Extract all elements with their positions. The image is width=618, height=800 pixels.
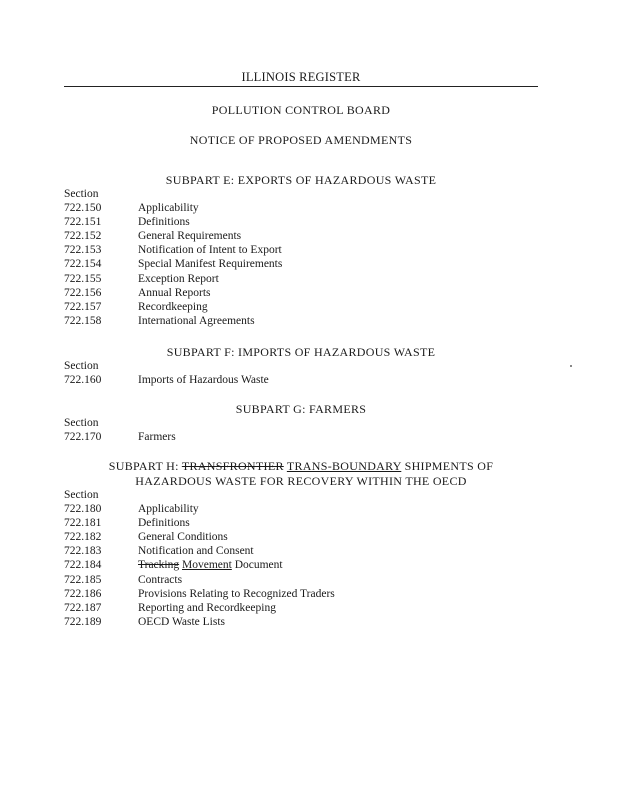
section-number: 722.182 <box>64 531 102 543</box>
section-number: 722.150 <box>64 202 102 214</box>
section-row <box>64 301 208 313</box>
section-number: 722.189 <box>64 616 102 628</box>
section-row <box>64 503 199 515</box>
section-title: Imports of Hazardous Waste <box>138 374 269 386</box>
section-label: Section <box>64 360 99 372</box>
section-title: Applicability <box>138 503 199 515</box>
section-title: General Requirements <box>138 230 242 242</box>
section-row <box>64 431 176 443</box>
section-row <box>64 202 199 214</box>
header-rule <box>64 86 538 87</box>
section-row <box>64 230 241 242</box>
subpart-e-title: SUBPART E: EXPORTS OF HAZARDOUS WASTE <box>165 173 437 187</box>
section-row <box>64 216 190 228</box>
inserted-text: Movement <box>181 559 232 571</box>
section-title: Provisions Relating to Recognized Traders <box>138 588 335 600</box>
section-title: Reporting and Recordkeeping <box>138 602 276 614</box>
section-number: 722.186 <box>64 588 102 600</box>
section-label: Section <box>64 489 99 501</box>
section-label: Section <box>64 188 99 200</box>
subpart-h-title-line2: HAZARDOUS WASTE FOR RECOVERY WITHIN THE OECD <box>135 474 467 488</box>
section-title: Exception Report <box>138 273 219 285</box>
subpart-h-prefix: SUBPART H: <box>108 459 182 473</box>
section-row <box>64 531 228 543</box>
section-number: 722.155 <box>64 273 102 285</box>
section-number: 722.151 <box>64 216 102 228</box>
deleted-text: Tracking <box>138 559 180 571</box>
section-title: Definitions <box>138 517 190 529</box>
section-title <box>138 559 283 571</box>
notice-title: NOTICE OF PROPOSED AMENDMENTS <box>189 133 413 147</box>
section-title: Definitions <box>138 216 190 228</box>
section-number: 722.156 <box>64 287 102 299</box>
section-label: Section <box>64 417 99 429</box>
section-row <box>64 374 269 386</box>
section-title: OECD Waste Lists <box>138 616 226 628</box>
deleted-text: TRANSFRONTIER <box>181 459 284 473</box>
section-title: General Conditions <box>138 531 228 543</box>
section-row <box>64 574 182 586</box>
subpart-f-title: SUBPART F: IMPORTS OF HAZARDOUS WASTE <box>166 345 436 359</box>
section-number: 722.181 <box>64 517 102 529</box>
section-row <box>64 315 255 327</box>
section-row <box>64 588 335 600</box>
section-number: 722.180 <box>64 503 102 515</box>
section-title: Notification of Intent to Export <box>138 244 282 256</box>
section-number: 722.160 <box>64 374 102 386</box>
section-number: 722.183 <box>64 545 102 557</box>
section-number: 722.170 <box>64 431 102 443</box>
section-row <box>64 287 211 299</box>
register-header: ILLINOIS REGISTER <box>241 70 361 84</box>
section-title: Special Manifest Requirements <box>138 258 283 270</box>
section-title: Annual Reports <box>138 287 211 299</box>
section-row <box>64 244 282 256</box>
section-number: 722.185 <box>64 574 102 586</box>
section-number: 722.153 <box>64 244 102 256</box>
section-title: Recordkeeping <box>138 301 208 313</box>
section-row <box>64 545 254 557</box>
section-row <box>64 602 276 614</box>
board-title: POLLUTION CONTROL BOARD <box>211 103 391 117</box>
section-number: 722.157 <box>64 301 102 313</box>
section-row <box>64 517 190 529</box>
section-title: International Agreements <box>138 315 255 327</box>
subpart-h-title <box>64 459 538 474</box>
section-number: 722.154 <box>64 258 102 270</box>
section-title: Notification and Consent <box>138 545 254 557</box>
section-title: Farmers <box>138 431 176 443</box>
subpart-h-suffix: SHIPMENTS OF <box>401 459 494 473</box>
inserted-text: TRANS-BOUNDARY <box>286 459 402 473</box>
section-row <box>64 258 282 270</box>
section-row <box>64 559 283 571</box>
subpart-g-title: SUBPART G: FARMERS <box>235 402 367 416</box>
section-number: 722.187 <box>64 602 102 614</box>
section-row <box>64 616 225 628</box>
scan-speck <box>570 365 572 367</box>
section-number: 722.184 <box>64 559 102 571</box>
section-title: Applicability <box>138 202 199 214</box>
section-title-rest: Document <box>231 559 283 571</box>
section-title: Contracts <box>138 574 183 586</box>
section-number: 722.158 <box>64 315 102 327</box>
section-row <box>64 273 219 285</box>
section-number: 722.152 <box>64 230 102 242</box>
